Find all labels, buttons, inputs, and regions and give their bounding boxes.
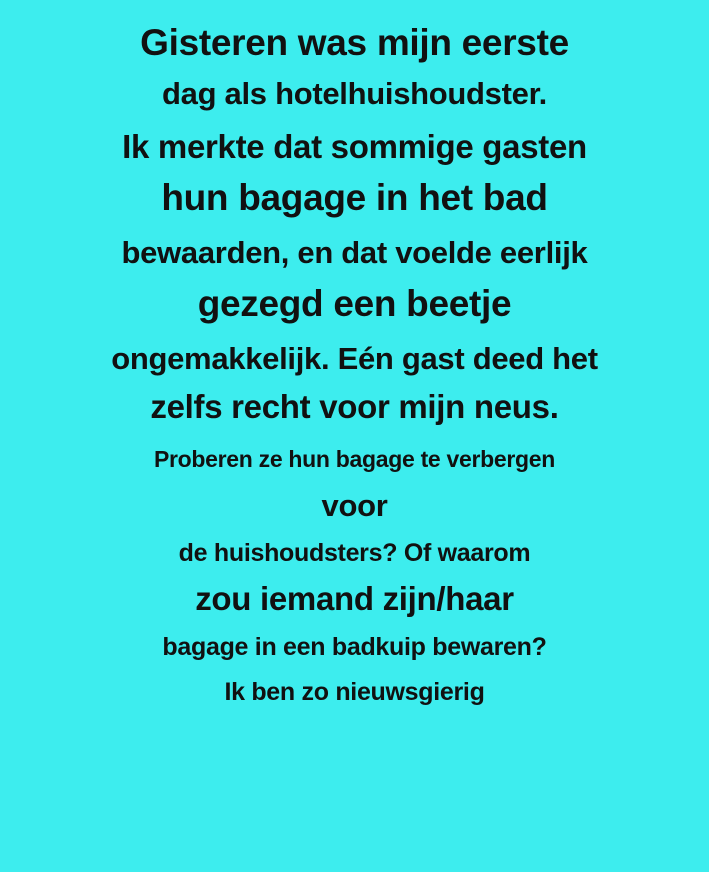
- poster-line: gezegd een beetje: [197, 282, 512, 324]
- poster-line: de huishoudsters? Of waarom: [178, 539, 531, 568]
- poster-line: zelfs recht voor mijn neus.: [150, 388, 559, 426]
- poster-line: Gisteren was mijn eerste: [140, 22, 569, 63]
- poster-line: voor: [321, 487, 388, 523]
- poster-line: dag als hotelhuishoudster.: [162, 76, 547, 112]
- poster-line: ongemakkelijk. Eén gast deed het: [111, 340, 598, 376]
- poster-line: hun bagage in het bad: [161, 177, 548, 219]
- poster-line: bagage in een badkuip bewaren?: [162, 633, 547, 662]
- poster-line: bewaarden, en dat voelde eerlijk: [121, 235, 588, 271]
- poster-line: Ik ben zo nieuwsgierig: [224, 677, 485, 706]
- poster-line: Proberen ze hun bagage te verbergen: [153, 445, 556, 472]
- poster-line: zou iemand zijn/haar: [195, 579, 514, 617]
- poster-line: Ik merkte dat sommige gasten: [122, 127, 587, 165]
